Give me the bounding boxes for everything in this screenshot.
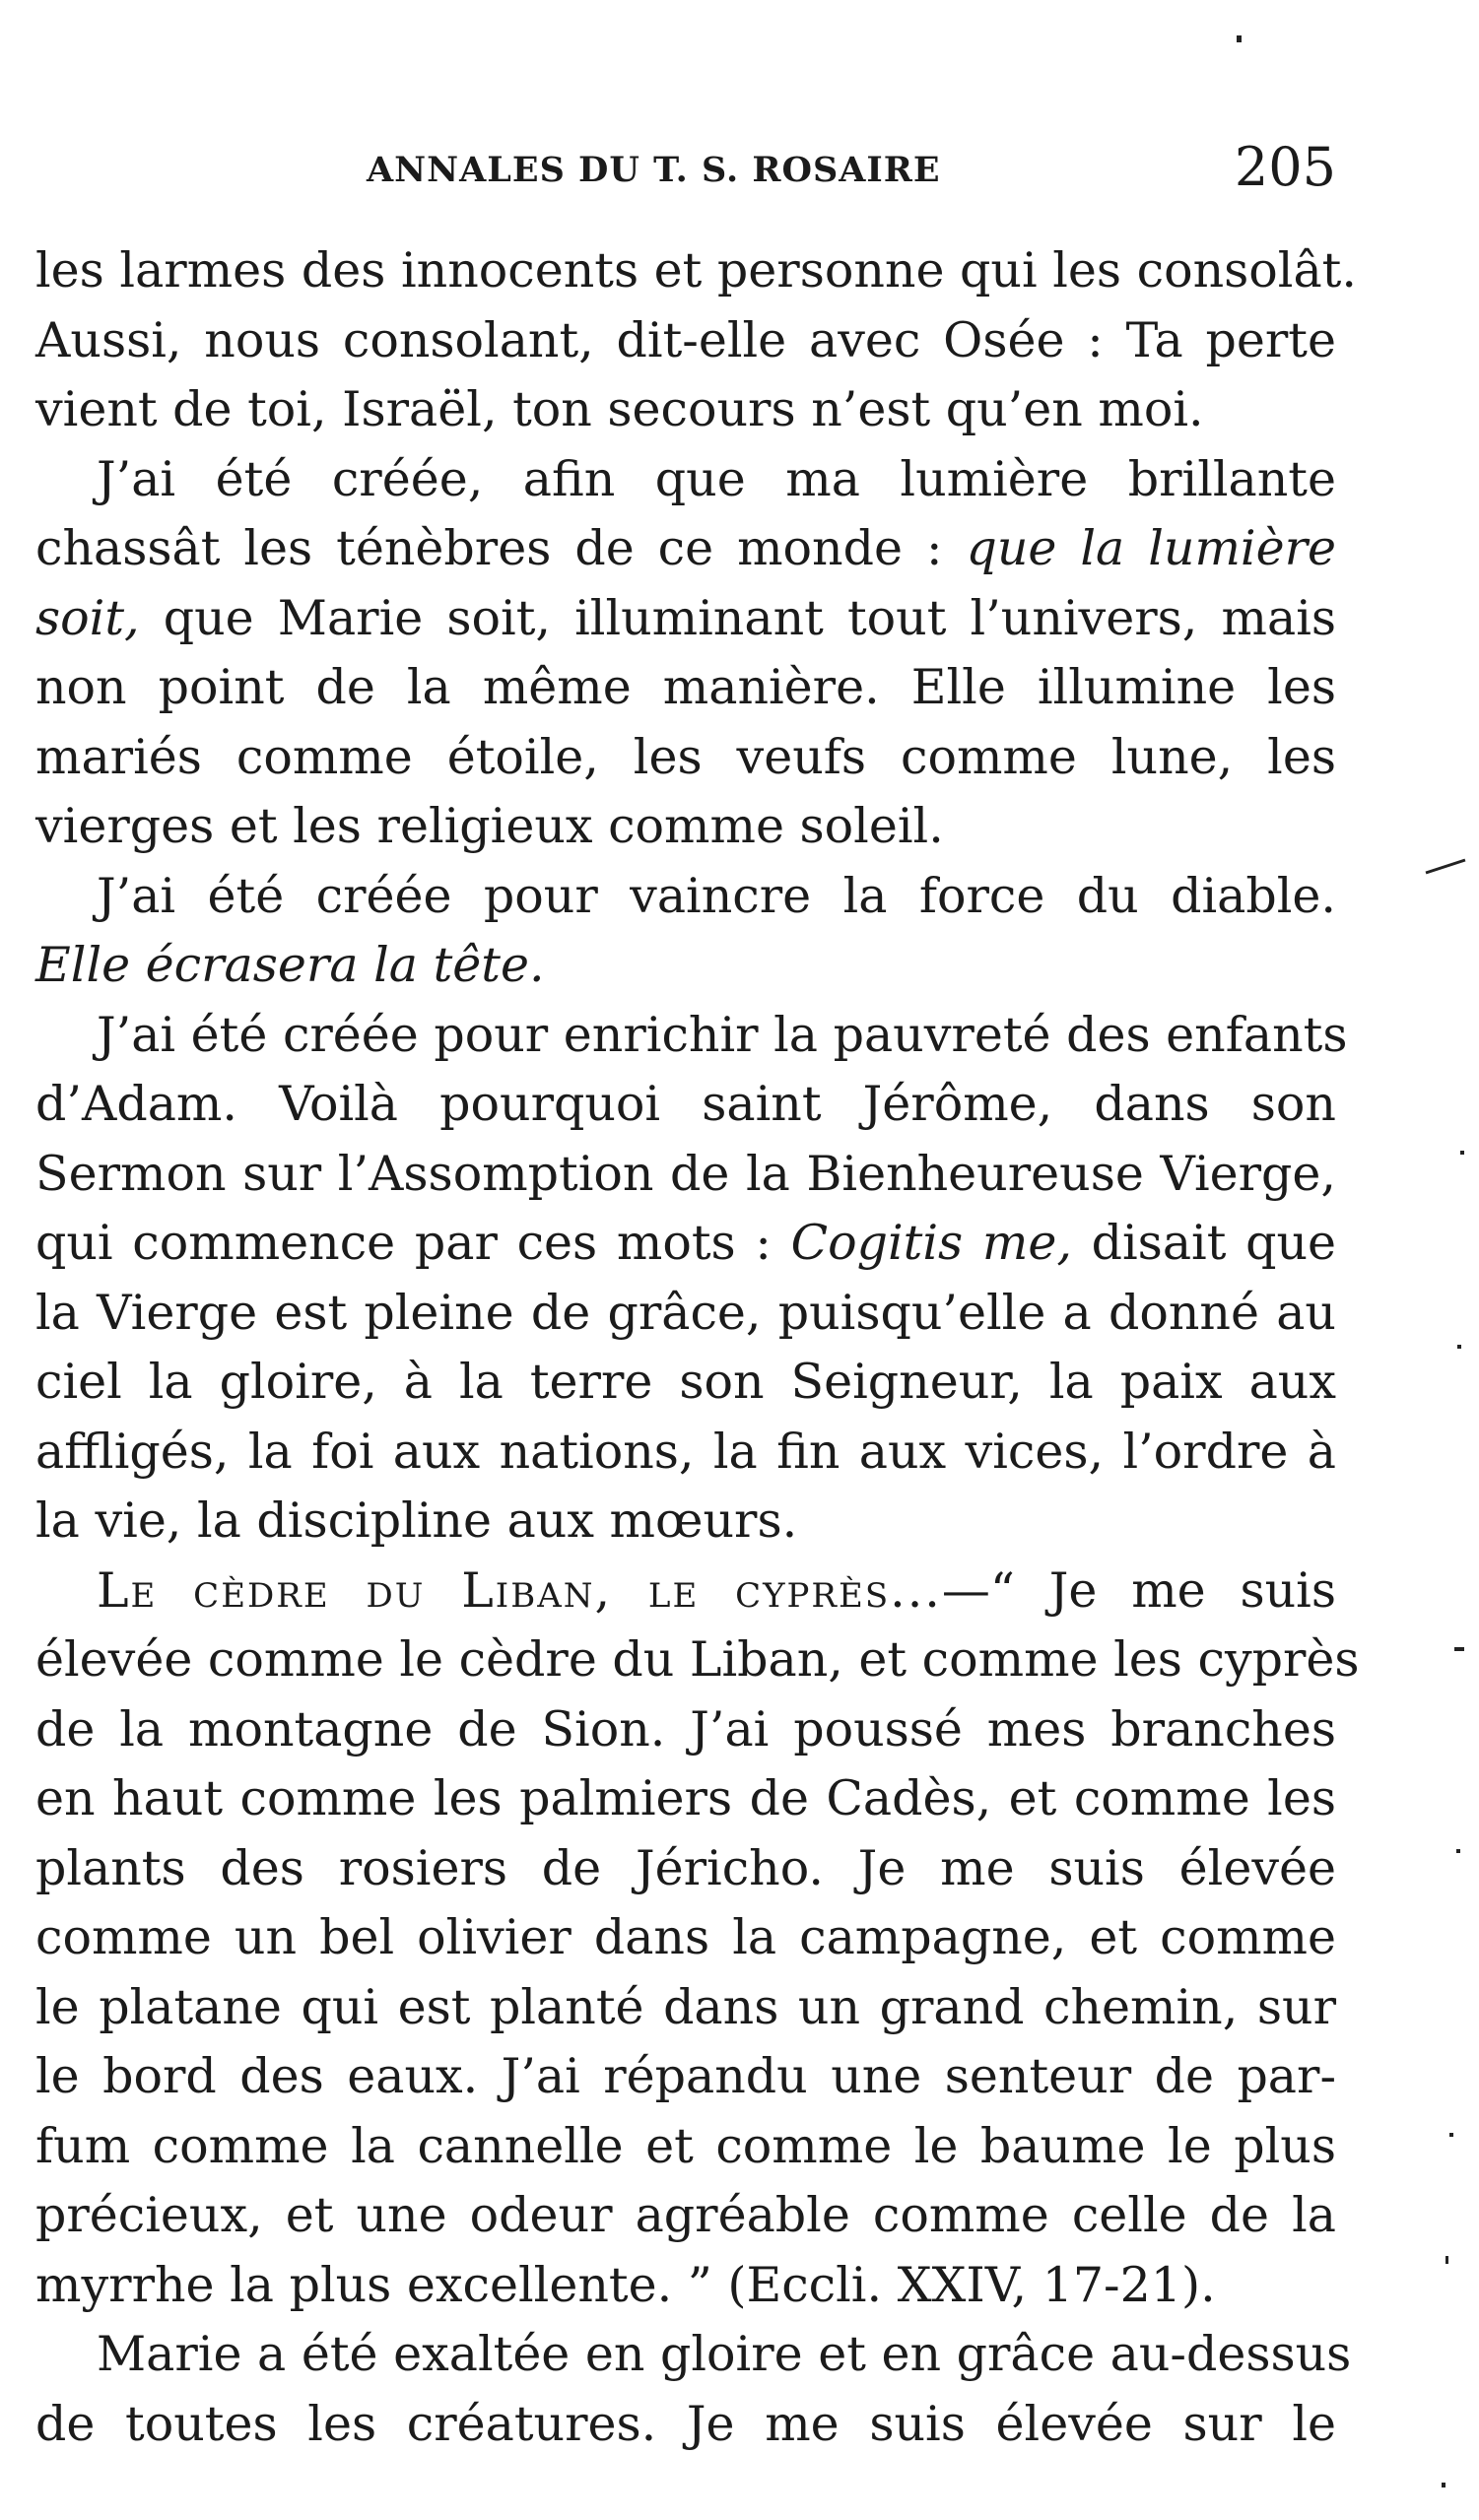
scan-speck [1237, 35, 1242, 42]
text-line: le platane qui est planté dans un grand chemin, sur [35, 1978, 1336, 2035]
text-line: mariés comme étoile, les veufs comme lune, les [35, 728, 1336, 785]
paragraph-first-line: J’ai été créée pour enrichir la pauvreté des enfants [97, 1006, 1348, 1063]
text-segment: disait que [1091, 1215, 1337, 1271]
text-line: plants des rosiers de Jéricho. Je me suis élevée [35, 1839, 1336, 1896]
text-line: les larmes des innocents et personne qui les consolât. [35, 242, 1357, 298]
text-line: de la montagne de Sion. J’ai poussé mes branches [35, 1700, 1336, 1757]
running-head [35, 136, 1336, 198]
italic-quote: Cogitis me, [790, 1215, 1072, 1271]
scan-speck [1457, 1345, 1461, 1349]
text-line: élevée comme le cèdre du Liban, et comme les cyprès [35, 1631, 1360, 1688]
paragraph-first-line: Marie a été exaltée en gloire et en grâce au-dessus [97, 2326, 1352, 2382]
running-title: ANNALES DU T. S. ROSAIRE [367, 150, 941, 190]
text-line: d’Adam. Voilà pourquoi saint Jérôme, dans son [35, 1076, 1336, 1132]
paragraph-first-line [35, 1557, 1336, 1626]
text-line: la vie, la discipline aux mœurs. [35, 1492, 798, 1549]
scan-speck [1454, 1647, 1464, 1651]
body-text [35, 236, 1360, 2459]
paragraph-first-line: J’ai été créée, afin que ma lumière brillante [97, 450, 1336, 507]
text-line: vient de toi, Israël, ton secours n’est qu’en moi. [35, 381, 1204, 437]
text-line: précieux, et une odeur agréable comme celle de la [35, 2187, 1336, 2243]
text-segment: chassât les ténèbres de ce monde : [35, 520, 943, 576]
text-line [35, 584, 1336, 654]
italic-quote: que la lumière [966, 520, 1336, 576]
paragraph-first-line: J’ai été créée pour vaincre la force du diable. [97, 867, 1336, 924]
text-line: Sermon sur l’Assomption de la Bienheureuse Vierge, [35, 1145, 1336, 1202]
text-segment: qui commence par ces mots : [35, 1215, 772, 1271]
text-line: ciel la gloire, à la terre son Seigneur, la paix aux [35, 1354, 1336, 1410]
scan-speck [1460, 1151, 1464, 1155]
scan-speck [1449, 2133, 1453, 2137]
text-line: comme un bel olivier dans la campagne, et comme [35, 1909, 1336, 1965]
text-line: de toutes les créatures. Je me suis élevée sur le [35, 2395, 1336, 2452]
scan-speck [1442, 2483, 1445, 2487]
scan-speck [1426, 859, 1466, 875]
text-line: en haut comme les palmiers de Cadès, et comme les [35, 1770, 1336, 1826]
text-line [35, 514, 1336, 584]
scan-speck [1456, 1849, 1460, 1853]
text-line: Aussi, nous consolant, dit-elle avec Osée : Ta perte [35, 311, 1336, 368]
italic-quote: Elle écrasera la tête. [35, 937, 545, 993]
text-line: myrrhe la plus excellente. ” (Eccli. XXIV, 17-21). [35, 2256, 1216, 2313]
text-line: le bord des eaux. J’ai répandu une senteur de par- [35, 2048, 1336, 2104]
text-line: vierges et les religieux comme soleil. [35, 798, 944, 854]
text-line: non point de la même manière. Elle illumine les [35, 659, 1336, 715]
text-line [35, 931, 1336, 1001]
page-number: 205 [1234, 136, 1336, 198]
small-caps-heading: Le cèdre du Liban, le cyprès... [97, 1561, 942, 1619]
text-segment: que Marie soit, illuminant tout l’univers, mais [163, 589, 1337, 646]
italic-quote: soit, [35, 589, 140, 646]
text-line: la Vierge est pleine de grâce, puisqu’elle a donné au [35, 1284, 1336, 1341]
text-line: fum comme la cannelle et comme le baume le plus [35, 2117, 1336, 2174]
scan-speck [1445, 2256, 1448, 2264]
text-line [35, 1209, 1336, 1279]
text-line: affligés, la foi aux nations, la fin aux vices, l’ordre à [35, 1423, 1336, 1480]
text-segment: —“ Je me suis [941, 1561, 1336, 1619]
